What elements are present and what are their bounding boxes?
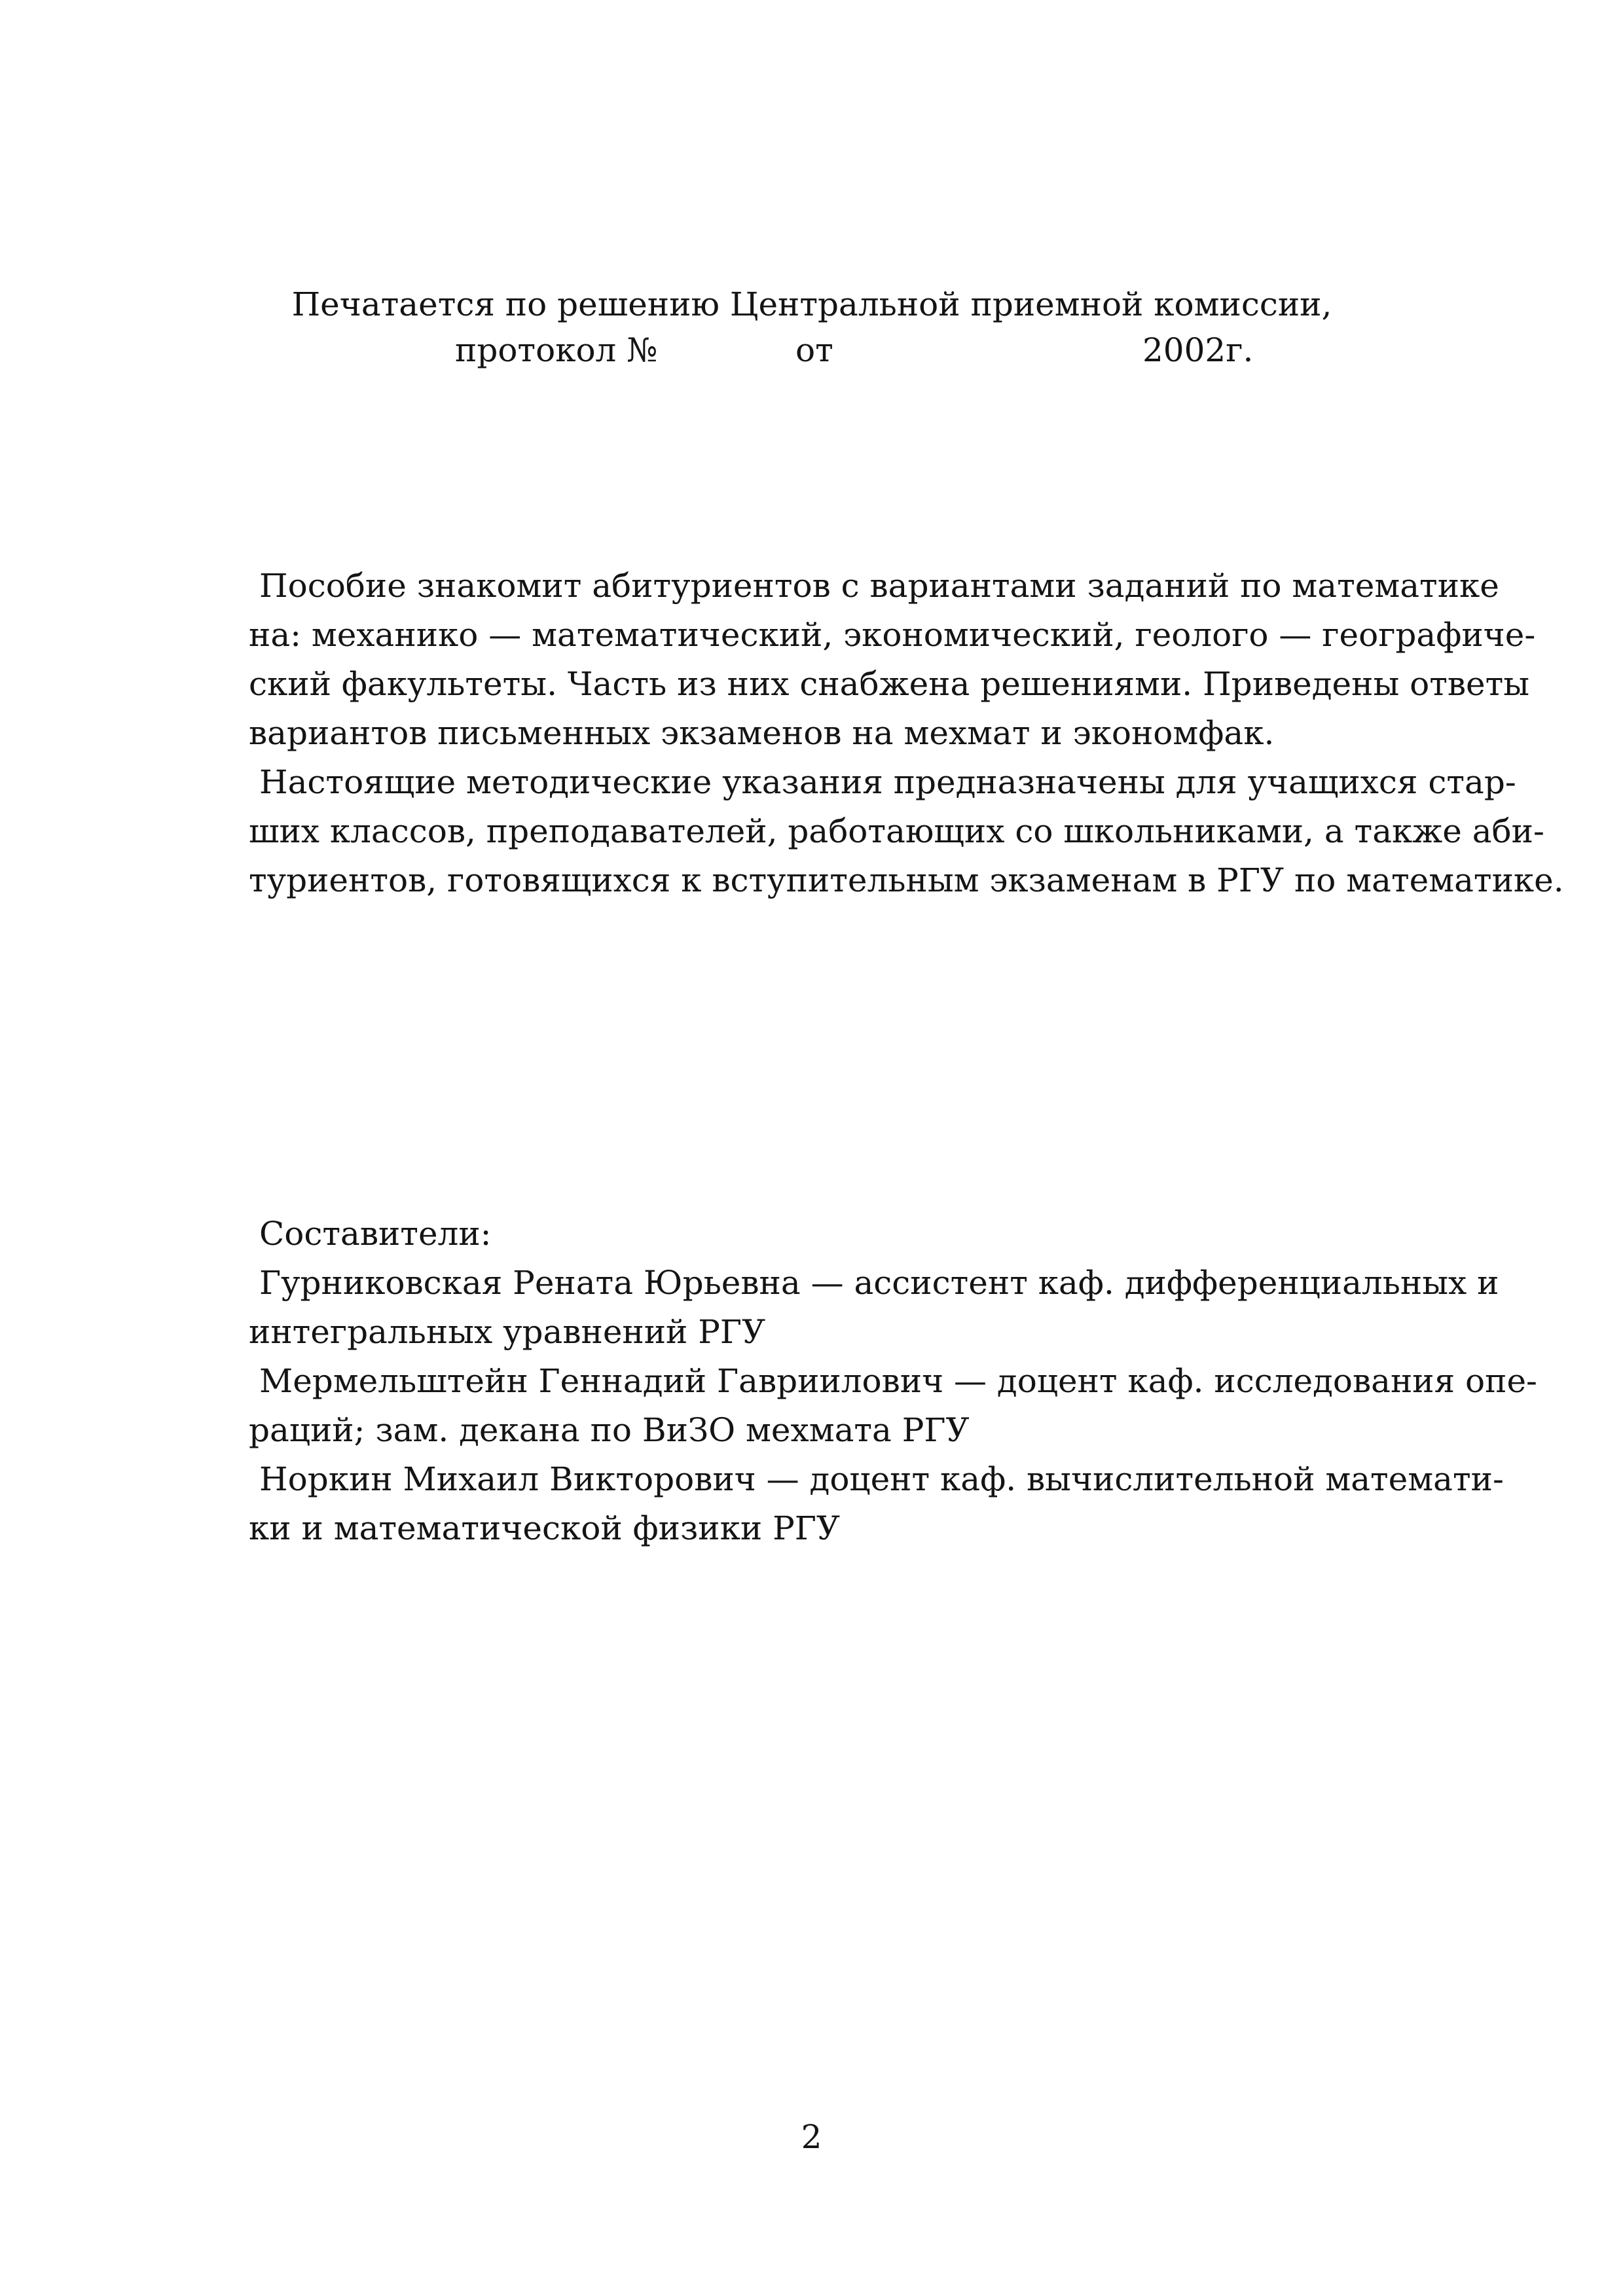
authors-block: [249, 1210, 1537, 1553]
text-line: Настоящие методические указания предназначены для учащихся стар-: [259, 763, 1516, 801]
imprimatur-block: [249, 281, 1375, 373]
text-line: туриентов, готовящихся к вступительным экзаменам в РГУ по математике.: [249, 861, 1564, 899]
imprimatur-line: Печатается по решению Центральной приемной комиссии,: [291, 285, 1332, 323]
author-entry-line: раций; зам. декана по ВиЗО мехмата РГУ: [249, 1411, 970, 1449]
author-entry-line: ки и математической физики РГУ: [249, 1509, 840, 1547]
author-entry-line: Гурниковская Рената Юрьевна — ассистент каф. дифференциальных и: [259, 1264, 1499, 1302]
text-line: ших классов, преподавателей, работающих со школьниками, а также аби-: [249, 812, 1544, 850]
author-entry-line: Норкин Михаил Викторович — доцент каф. вычислительной математи-: [259, 1460, 1504, 1498]
protocol-line: [249, 327, 1375, 373]
abstract-block: [249, 562, 1564, 905]
text-line: Пособие знакомит абитуриентов с вариантами заданий по математике: [259, 567, 1499, 605]
abstract-paragraph-1: [249, 562, 1536, 758]
text-line: ский факультеты. Часть из них снабжена решениями. Приведены ответы: [249, 665, 1530, 703]
authors-heading: Составители:: [259, 1215, 492, 1253]
text-line: на: механико — математический, экономический, геолого — географиче-: [249, 616, 1536, 654]
author-entry-line: интегральных уравнений РГУ: [249, 1313, 766, 1351]
author-entry-line: Мермельштейн Геннадий Гавриилович — доцент каф. исследования опе-: [259, 1362, 1537, 1400]
abstract-paragraph-2: [249, 758, 1564, 905]
protocol-year: 2002г.: [1142, 331, 1254, 369]
text-line: вариантов письменных экзаменов на мехмат и экономфак.: [249, 714, 1275, 752]
protocol-label: протокол №: [455, 331, 658, 369]
protocol-from: от: [795, 331, 833, 369]
page-number: 2: [801, 2118, 822, 2156]
